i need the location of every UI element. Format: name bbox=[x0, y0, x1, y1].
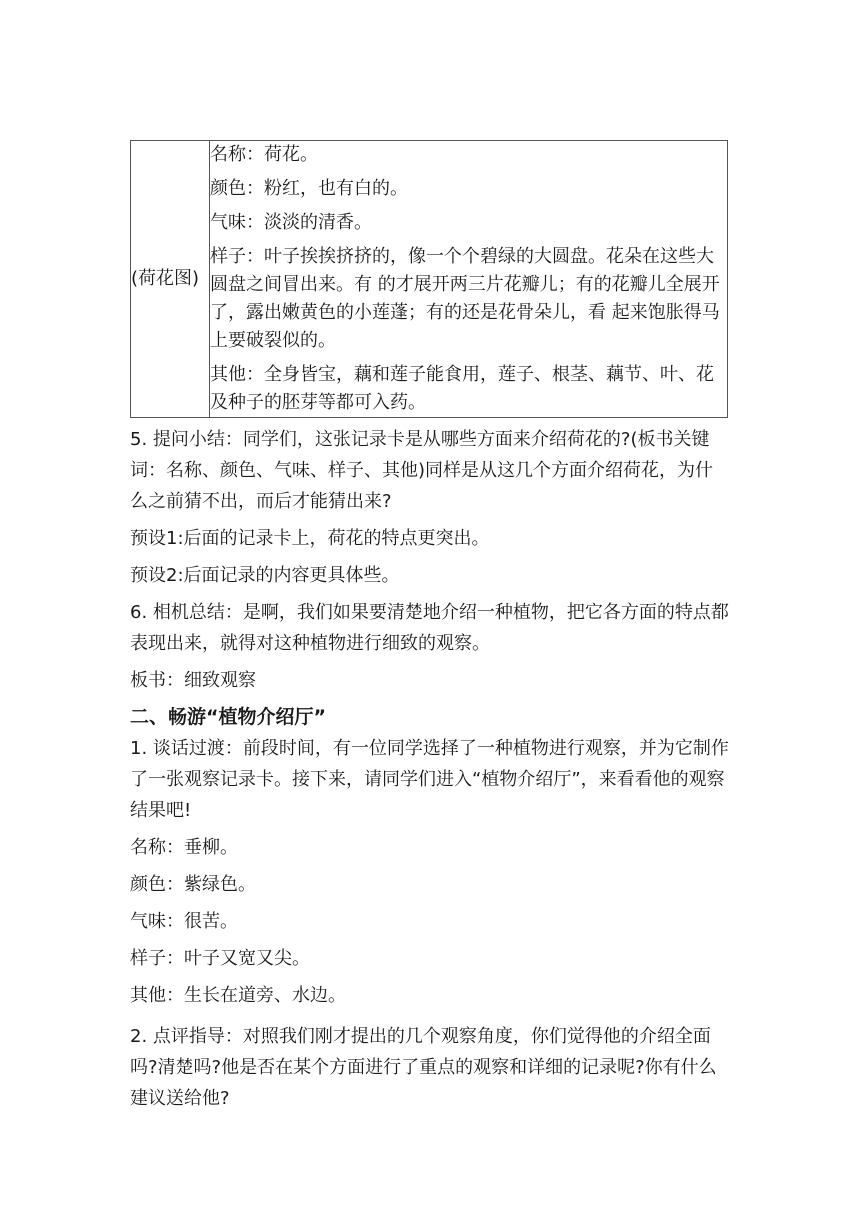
paragraph-question-summary: 5. 提问小结：同学们，这张记录卡是从哪些方面来介绍荷花的?(板书关键词：名称、颜色、气味、样子、其他)同样是从这几个方面介绍荷花，为什么之前猜不出，而后才能猜出来? bbox=[130, 429, 714, 512]
willow-other-line: 其他：生长在道旁、水边。 bbox=[130, 985, 346, 1006]
paragraph-board-note: 板书：细致观察 bbox=[130, 670, 256, 691]
lotus-info-cell bbox=[210, 141, 728, 418]
lesson-body bbox=[130, 424, 730, 1114]
paragraph-review-guidance: 2. 点评指导：对照我们刚才提出的几个观察角度，你们觉得他的介绍全面吗?清楚吗?他是否在某个方面进行了重点的观察和详细的记录呢?你有什么建议送给他? bbox=[130, 1026, 717, 1109]
willow-smell-line: 气味：很苦。 bbox=[130, 911, 238, 932]
willow-color-line: 颜色：紫绿色。 bbox=[130, 874, 256, 895]
lotus-shape-row: 样子：叶子挨挨挤挤的，像一个个碧绿的大圆盘。花朵在这些大圆盘之间冒出来。有 的才展开两三片花瓣儿；有的花瓣儿全展开了，露出嫩黄色的小莲蓬；有的还是花骨朵儿，看 起来饱胀得马上要破裂似的。 bbox=[210, 246, 720, 351]
willow-shape-line: 样子：叶子又宽又尖。 bbox=[130, 948, 310, 969]
paragraph-preset-1: 预设1:后面的记录卡上，荷花的特点更突出。 bbox=[130, 528, 490, 549]
lotus-image-placeholder: (荷花图) bbox=[131, 141, 210, 418]
paragraph-preset-2: 预设2:后面记录的内容更具体些。 bbox=[130, 565, 400, 586]
paragraph-transition: 1. 谈话过渡：前段时间，有一位同学选择了一种植物进行观察，并为它制作了一张观察记录卡。接下来，请同学们进入“植物介绍厅”，来看看他的观察结果吧! bbox=[130, 738, 729, 821]
paragraph-conclusion: 6. 相机总结：是啊，我们如果要清楚地介绍一种植物，把它各方面的特点都表现出来，就得对这种植物进行细致的观察。 bbox=[130, 602, 729, 654]
willow-name-line: 名称：垂柳。 bbox=[130, 837, 238, 858]
section-heading-plant-hall: 二、畅游“植物介绍厅” bbox=[130, 706, 326, 728]
lotus-smell-row: 气味：淡淡的清香。 bbox=[210, 212, 372, 233]
lotus-name-row: 名称：荷花。 bbox=[210, 144, 318, 165]
lotus-other-row: 其他：全身皆宝，藕和莲子能食用，莲子、根茎、藕节、叶、花及种子的胚芽等都可入药。 bbox=[210, 364, 714, 413]
lotus-record-card-table bbox=[130, 140, 728, 418]
lotus-color-row: 颜色：粉红，也有白的。 bbox=[210, 178, 408, 199]
